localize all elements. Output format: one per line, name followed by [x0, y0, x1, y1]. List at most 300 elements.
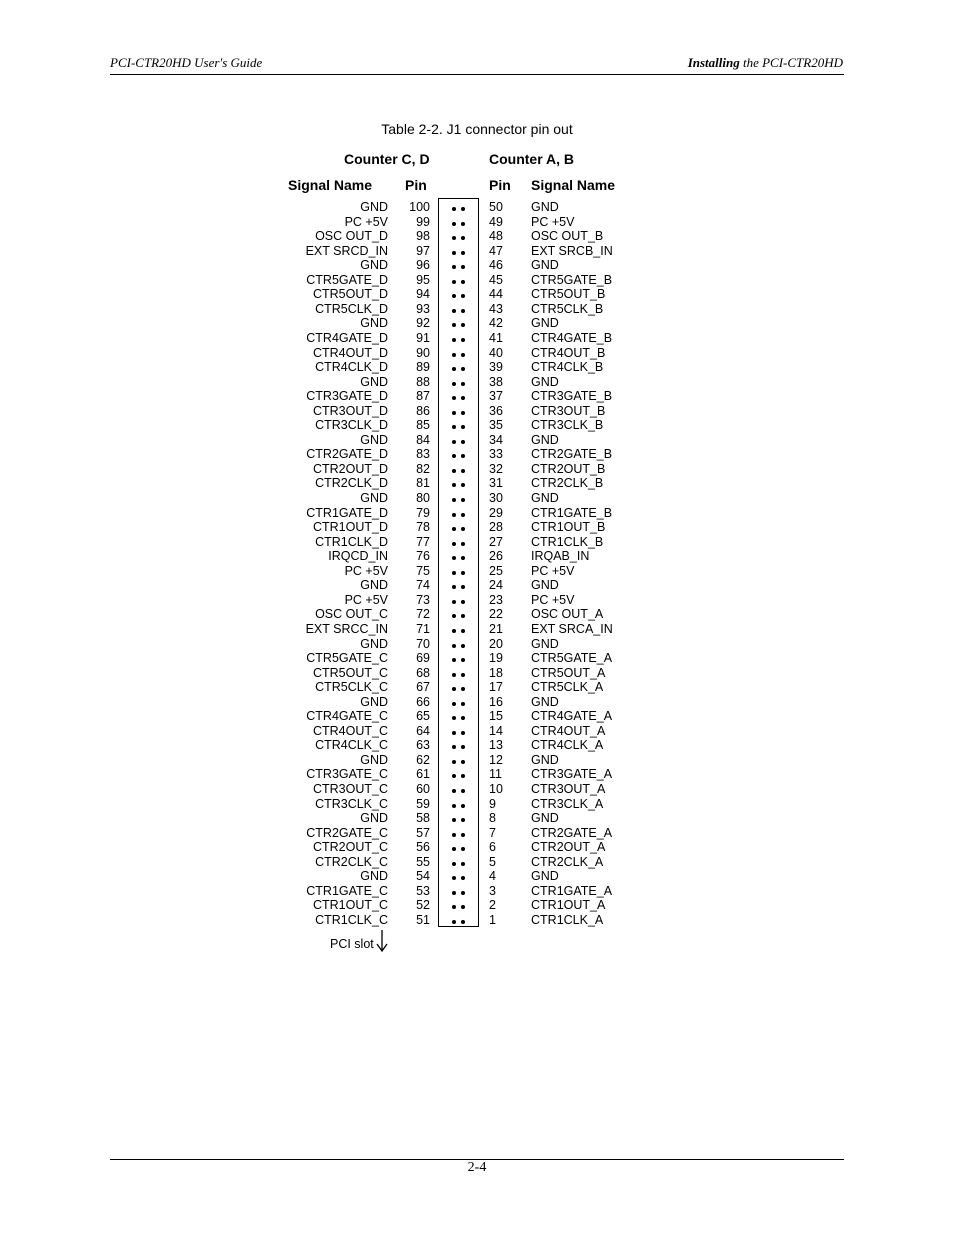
pin-dot	[452, 440, 456, 444]
group-heading-right: Counter A, B	[489, 151, 575, 167]
pin-number-right: 31	[489, 476, 503, 491]
pin-row	[0, 316, 954, 330]
pin-row	[0, 200, 954, 214]
pin-dot	[452, 236, 456, 240]
pin-number-right: 45	[489, 272, 503, 287]
pin-number-left: 96	[416, 258, 430, 273]
pin-number-right: 44	[489, 287, 503, 302]
pin-number-left: 76	[416, 549, 430, 564]
pin-dot	[452, 513, 456, 517]
pin-number-left: 80	[416, 491, 430, 505]
pin-dot	[452, 454, 456, 458]
signal-name-right: CTR2OUT_B	[531, 461, 606, 476]
pin-number-right: 4	[489, 869, 496, 884]
pin-number-left: 70	[416, 636, 430, 651]
pin-dot	[461, 353, 465, 357]
signal-name-left: GND	[360, 374, 388, 389]
pin-row	[0, 215, 954, 229]
pin-row	[0, 564, 954, 578]
pin-dot	[461, 920, 465, 924]
pin-number-right: 43	[489, 301, 503, 316]
pin-dot	[452, 876, 456, 880]
signal-name-right: CTR2OUT_A	[531, 840, 606, 855]
pin-dot	[461, 382, 465, 386]
pin-dot	[452, 760, 456, 764]
signal-name-right: CTR5GATE_B	[531, 272, 613, 287]
pin-number-right: 7	[489, 825, 496, 840]
pin-number-right: 9	[489, 796, 496, 811]
group-heading-left: Counter C, D	[344, 151, 430, 167]
pin-pair-dots	[451, 666, 467, 680]
pin-row	[0, 520, 954, 534]
pin-row	[0, 549, 954, 563]
pin-number-left: 89	[416, 360, 430, 375]
pin-pair-dots	[451, 462, 467, 476]
pin-row	[0, 724, 954, 738]
pin-row	[0, 273, 954, 287]
pin-pair-dots	[451, 593, 467, 607]
pin-number-left: 78	[416, 520, 430, 535]
pin-number-right: 16	[489, 694, 503, 709]
pin-row	[0, 418, 954, 432]
pin-dot	[461, 251, 465, 255]
pin-dot	[461, 425, 465, 429]
pin-pair-dots	[451, 244, 467, 258]
pin-dot	[452, 396, 456, 400]
pin-number-left: 65	[416, 709, 430, 724]
pin-row	[0, 506, 954, 520]
signal-name-left: GND	[360, 811, 388, 826]
signal-name-right: CTR4OUT_B	[531, 345, 606, 360]
signal-name-left: CTR1OUT_C	[312, 898, 388, 913]
pin-dot	[452, 673, 456, 677]
pin-number-left: 85	[416, 418, 430, 433]
pin-row	[0, 476, 954, 490]
signal-name-left: CTR4CLK_C	[315, 738, 388, 753]
pin-number-left: 92	[416, 316, 430, 331]
pin-number-right: 40	[489, 345, 503, 360]
signal-name-left: CTR2OUT_C	[312, 840, 388, 855]
column-header-signal-left: Signal Name	[288, 177, 373, 193]
pin-row	[0, 331, 954, 345]
pin-row	[0, 229, 954, 243]
pin-number-left: 59	[416, 796, 430, 811]
pin-row	[0, 491, 954, 505]
pin-dot	[461, 600, 465, 604]
pin-dot	[461, 513, 465, 517]
pin-dot	[452, 818, 456, 822]
pin-pair-dots	[451, 578, 467, 592]
pin-dot	[461, 789, 465, 793]
signal-name-left: CTR5GATE_D	[306, 272, 388, 287]
pin-dot	[461, 891, 465, 895]
pin-dot	[452, 469, 456, 473]
pin-row	[0, 855, 954, 869]
pin-number-right: 32	[489, 461, 503, 476]
pin-pair-dots	[451, 331, 467, 345]
pin-number-right: 24	[489, 578, 503, 593]
pin-dot	[461, 469, 465, 473]
signal-name-left: CTR1GATE_C	[306, 883, 388, 898]
signal-name-left: PC +5V	[344, 592, 388, 607]
pin-dot	[461, 614, 465, 618]
pin-number-left: 67	[416, 680, 430, 695]
column-header-pin-right: Pin	[489, 177, 511, 193]
pin-dot	[452, 207, 456, 211]
pin-number-right: 25	[489, 563, 503, 578]
signal-name-left: PC +5V	[344, 214, 388, 229]
pin-number-right: 36	[489, 403, 503, 418]
pin-dot	[461, 585, 465, 589]
pin-dot	[461, 687, 465, 691]
signal-name-left: GND	[360, 491, 388, 505]
pin-row	[0, 462, 954, 476]
pin-pair-dots	[451, 826, 467, 840]
pin-dot	[452, 425, 456, 429]
signal-name-left: CTR5CLK_C	[315, 680, 388, 695]
signal-name-left: CTR1GATE_D	[306, 505, 388, 520]
pin-dot	[461, 294, 465, 298]
pin-number-left: 98	[416, 229, 430, 244]
pin-row	[0, 797, 954, 811]
pin-number-right: 34	[489, 432, 503, 447]
pin-pair-dots	[451, 695, 467, 709]
pin-pair-dots	[451, 869, 467, 883]
pin-number-left: 58	[416, 811, 430, 826]
pin-number-left: 79	[416, 505, 430, 520]
signal-name-left: CTR4OUT_C	[312, 723, 388, 738]
pin-number-left: 71	[416, 621, 430, 636]
pin-row	[0, 389, 954, 403]
pin-dot	[452, 629, 456, 633]
pin-number-right: 47	[489, 243, 503, 258]
pin-dot	[461, 454, 465, 458]
pin-pair-dots	[451, 535, 467, 549]
pin-number-left: 53	[416, 883, 430, 898]
pin-row	[0, 578, 954, 592]
signal-name-right: CTR5OUT_B	[531, 287, 606, 302]
pin-pair-dots	[451, 302, 467, 316]
signal-name-left: EXT SRCD_IN	[305, 243, 388, 258]
pin-dot	[461, 847, 465, 851]
signal-name-right: GND	[531, 869, 559, 884]
pin-dot	[452, 353, 456, 357]
pin-row	[0, 360, 954, 374]
pin-number-right: 11	[489, 767, 502, 782]
signal-name-left: CTR2GATE_C	[306, 825, 388, 840]
pin-row	[0, 622, 954, 636]
pin-dot	[461, 338, 465, 342]
pin-pair-dots	[451, 404, 467, 418]
pin-dot	[452, 323, 456, 327]
pin-number-left: 64	[416, 723, 430, 738]
pin-row	[0, 753, 954, 767]
signal-name-left: GND	[360, 258, 388, 273]
signal-name-left: GND	[360, 200, 388, 214]
pin-dot	[461, 862, 465, 866]
pin-number-right: 27	[489, 534, 503, 549]
pin-pair-dots	[451, 506, 467, 520]
pci-slot-label: PCI slot	[330, 937, 374, 951]
pin-dot	[461, 818, 465, 822]
pin-pair-dots	[451, 753, 467, 767]
signal-name-right: EXT SRCB_IN	[531, 243, 613, 258]
pin-number-left: 83	[416, 447, 430, 462]
pin-pair-dots	[451, 549, 467, 563]
pin-number-left: 84	[416, 432, 430, 447]
pin-pair-dots	[451, 680, 467, 694]
pin-pair-dots	[451, 375, 467, 389]
pin-number-right: 19	[489, 651, 503, 666]
signal-name-left: CTR3CLK_C	[315, 796, 388, 811]
pin-dot	[452, 789, 456, 793]
pin-pair-dots	[451, 607, 467, 621]
signal-name-left: OSC OUT_C	[315, 607, 388, 622]
pin-dot	[461, 236, 465, 240]
down-arrow-icon	[374, 928, 390, 954]
pin-dot	[461, 833, 465, 837]
pin-pair-dots	[451, 418, 467, 432]
pin-pair-dots	[451, 840, 467, 854]
pin-pair-dots	[451, 884, 467, 898]
pin-dot	[461, 905, 465, 909]
pin-dot	[452, 847, 456, 851]
pin-dot	[461, 280, 465, 284]
pin-dot	[452, 411, 456, 415]
signal-name-right: CTR1CLK_B	[531, 534, 604, 549]
pin-row	[0, 709, 954, 723]
pin-pair-dots	[451, 782, 467, 796]
signal-name-right: PC +5V	[531, 592, 575, 607]
pin-dot	[452, 498, 456, 502]
running-header-left: PCI-CTR20HD User's Guide	[110, 55, 263, 70]
signal-name-right: OSC OUT_A	[531, 607, 604, 622]
pin-number-left: 66	[416, 694, 430, 709]
pin-pair-dots	[451, 913, 467, 927]
pin-number-right: 22	[489, 607, 503, 622]
pin-dot	[452, 731, 456, 735]
pin-pair-dots	[451, 346, 467, 360]
pin-dot	[461, 411, 465, 415]
signal-name-right: GND	[531, 811, 559, 826]
pin-number-right: 2	[489, 898, 496, 913]
pin-dot	[461, 309, 465, 313]
pin-number-right: 23	[489, 592, 503, 607]
pin-number-left: 93	[416, 301, 430, 316]
pin-pair-dots	[451, 360, 467, 374]
pin-dot	[452, 905, 456, 909]
signal-name-right: CTR2GATE_A	[531, 825, 613, 840]
signal-name-right: CTR5OUT_A	[531, 665, 606, 680]
pin-number-right: 38	[489, 374, 503, 389]
signal-name-left: CTR1CLK_D	[315, 534, 388, 549]
pin-dot	[461, 367, 465, 371]
pin-number-left: 82	[416, 461, 430, 476]
pin-dot	[461, 440, 465, 444]
signal-name-left: IRQCD_IN	[328, 549, 388, 564]
pin-pair-dots	[451, 520, 467, 534]
pin-pair-dots	[451, 476, 467, 490]
pin-dot	[452, 687, 456, 691]
pin-dot	[452, 920, 456, 924]
pin-number-left: 81	[416, 476, 430, 491]
signal-name-right: CTR4GATE_B	[531, 330, 613, 345]
pin-row	[0, 404, 954, 418]
pin-pair-dots	[451, 215, 467, 229]
signal-name-right: GND	[531, 752, 559, 767]
pin-number-left: 97	[416, 243, 430, 258]
pin-number-left: 74	[416, 578, 430, 593]
signal-name-left: CTR2CLK_C	[315, 854, 388, 869]
pin-number-left: 75	[416, 563, 430, 578]
pin-dot	[461, 658, 465, 662]
pin-number-left: 63	[416, 738, 430, 753]
pin-number-left: 72	[416, 607, 430, 622]
pin-row	[0, 244, 954, 258]
pin-row	[0, 898, 954, 912]
pin-number-left: 90	[416, 345, 430, 360]
pin-row	[0, 258, 954, 272]
pin-pair-dots	[451, 564, 467, 578]
signal-name-left: CTR5OUT_D	[312, 287, 388, 302]
pin-pair-dots	[451, 273, 467, 287]
pin-number-right: 18	[489, 665, 503, 680]
signal-name-left: CTR3CLK_D	[315, 418, 388, 433]
pin-dot	[452, 644, 456, 648]
pin-number-left: 77	[416, 534, 430, 549]
signal-name-left: CTR1CLK_C	[315, 912, 388, 927]
signal-name-left: CTR5OUT_C	[312, 665, 388, 680]
pin-number-right: 30	[489, 491, 503, 505]
pin-dot	[461, 644, 465, 648]
pin-dot	[461, 556, 465, 560]
pin-row	[0, 695, 954, 709]
signal-name-left: CTR4GATE_D	[306, 330, 388, 345]
pin-dot	[461, 804, 465, 808]
pin-dot	[452, 614, 456, 618]
pin-pair-dots	[451, 811, 467, 825]
pin-dot	[461, 527, 465, 531]
pin-dot	[452, 571, 456, 575]
pin-row	[0, 767, 954, 781]
pin-number-right: 26	[489, 549, 503, 564]
pin-pair-dots	[451, 738, 467, 752]
pin-number-left: 57	[416, 825, 430, 840]
pin-row	[0, 593, 954, 607]
pin-pair-dots	[451, 855, 467, 869]
pin-number-left: 60	[416, 782, 430, 796]
pin-dot	[461, 673, 465, 677]
signal-name-left: PC +5V	[344, 563, 388, 578]
pin-row	[0, 826, 954, 840]
pin-pair-dots	[451, 433, 467, 447]
signal-name-right: PC +5V	[531, 563, 575, 578]
signal-name-right: CTR1OUT_B	[531, 520, 606, 535]
pin-dot	[461, 498, 465, 502]
page-number: 2-4	[467, 1160, 487, 1175]
pin-number-left: 56	[416, 840, 430, 855]
header-bold-word: Installing	[687, 55, 740, 70]
signal-name-right: GND	[531, 694, 559, 709]
pin-pair-dots	[451, 229, 467, 243]
signal-name-left: GND	[360, 636, 388, 651]
signal-name-left: CTR4CLK_D	[315, 360, 388, 375]
pin-row	[0, 651, 954, 665]
column-header-pin-left: Pin	[405, 177, 427, 193]
pin-number-right: 41	[489, 330, 503, 345]
pin-dot	[461, 571, 465, 575]
signal-name-left: GND	[360, 869, 388, 884]
pin-number-right: 6	[489, 840, 496, 855]
pin-dot	[452, 774, 456, 778]
signal-name-left: CTR3OUT_D	[312, 403, 388, 418]
column-header-signal-right: Signal Name	[531, 177, 616, 193]
signal-name-right: CTR3OUT_B	[531, 403, 606, 418]
pin-number-left: 86	[416, 403, 430, 418]
signal-name-right: CTR2GATE_B	[531, 447, 613, 462]
pin-pair-dots	[451, 491, 467, 505]
pin-dot	[461, 207, 465, 211]
pin-number-left: 55	[416, 854, 430, 869]
pin-number-left: 62	[416, 752, 430, 767]
pin-pair-dots	[451, 447, 467, 461]
pin-pair-dots	[451, 797, 467, 811]
header-rule	[110, 74, 844, 75]
pin-dot	[452, 338, 456, 342]
pin-dot	[461, 483, 465, 487]
signal-name-right: GND	[531, 258, 559, 273]
signal-name-right: GND	[531, 636, 559, 651]
pin-number-right: 8	[489, 811, 496, 826]
pin-row	[0, 302, 954, 316]
signal-name-right: CTR3CLK_B	[531, 418, 604, 433]
signal-name-right: IRQAB_IN	[531, 549, 590, 564]
pin-row	[0, 680, 954, 694]
pin-row	[0, 375, 954, 389]
pin-dot	[461, 542, 465, 546]
pin-number-left: 95	[416, 272, 430, 287]
signal-name-right: GND	[531, 578, 559, 593]
pin-row	[0, 782, 954, 796]
pin-number-left: 51	[416, 912, 430, 927]
pin-dot	[452, 382, 456, 386]
signal-name-right: CTR2CLK_A	[531, 854, 604, 869]
pin-dot	[452, 702, 456, 706]
pin-number-left: 73	[416, 592, 430, 607]
pin-pair-dots	[451, 287, 467, 301]
pin-row	[0, 637, 954, 651]
pin-number-left: 87	[416, 389, 430, 404]
pin-number-right: 3	[489, 883, 496, 898]
pin-number-right: 37	[489, 389, 503, 404]
signal-name-left: CTR3OUT_C	[312, 782, 388, 796]
table-caption: Table 2-2. J1 connector pin out	[381, 121, 573, 137]
pin-dot	[461, 396, 465, 400]
signal-name-right: CTR1GATE_A	[531, 883, 613, 898]
signal-name-left: GND	[360, 694, 388, 709]
pin-dot	[452, 556, 456, 560]
pin-number-right: 28	[489, 520, 503, 535]
signal-name-right: OSC OUT_B	[531, 229, 604, 244]
pin-dot	[461, 629, 465, 633]
signal-name-left: GND	[360, 578, 388, 593]
signal-name-right: PC +5V	[531, 214, 575, 229]
pin-number-left: 94	[416, 287, 430, 302]
signal-name-right: CTR5CLK_B	[531, 301, 604, 316]
pin-dot	[461, 265, 465, 269]
signal-name-left: CTR4GATE_C	[306, 709, 388, 724]
pin-dot	[461, 760, 465, 764]
